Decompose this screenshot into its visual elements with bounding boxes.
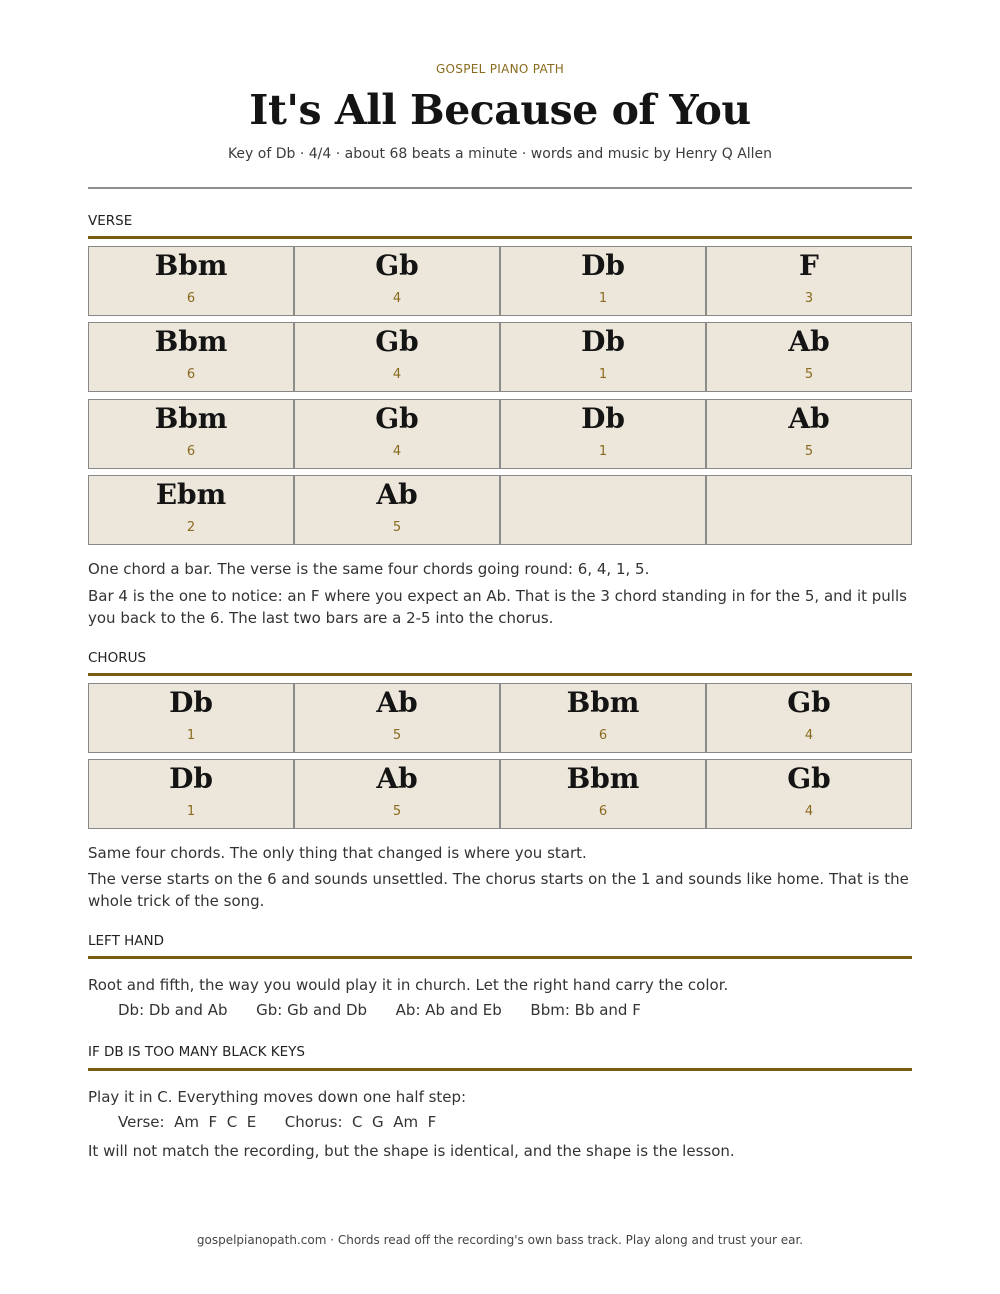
chord-cell <box>295 684 501 752</box>
chord-cell <box>295 323 501 391</box>
song-title: It's All Because of You <box>249 86 751 134</box>
chord-name: Db <box>581 249 625 282</box>
header-divider <box>88 187 912 189</box>
chord-degree: 3 <box>804 291 814 306</box>
chord-cell <box>89 476 295 544</box>
chord-name: Bbm <box>154 325 228 358</box>
chord-degree: 4 <box>392 444 402 459</box>
chord-name: Db <box>581 325 625 358</box>
chord-cell <box>501 476 707 544</box>
verse-divider <box>88 236 912 239</box>
chord-cell <box>501 323 707 391</box>
chord-degree: 5 <box>392 804 402 819</box>
chord-name: Gb <box>787 762 831 795</box>
left-hand-intro: Root and fifth, the way you would play it in church. Let the right hand carry the color. <box>88 976 729 994</box>
chord-degree: 1 <box>598 367 608 382</box>
chorus-note-1: Same four chords. The only thing that changed is where you start. <box>88 844 587 862</box>
chord-degree: 4 <box>392 367 402 382</box>
chord-cell <box>89 760 295 828</box>
chord-cell <box>89 323 295 391</box>
chord-cell <box>501 400 707 468</box>
chord-degree: 4 <box>804 804 814 819</box>
alt-key-chords: Verse: Am F C E Chorus: C G Am F <box>118 1113 437 1131</box>
chord-degree: 4 <box>804 728 814 743</box>
chord-cell <box>295 760 501 828</box>
verse-row <box>88 475 912 545</box>
chord-cell <box>89 684 295 752</box>
chord-cell <box>89 400 295 468</box>
alt-key-outro: It will not match the recording, but the shape is identical, and the shape is the lesson. <box>88 1142 735 1160</box>
chord-cell <box>707 476 911 544</box>
verse-row <box>88 399 912 469</box>
chord-name: Bbm <box>154 402 228 435</box>
chord-name: F <box>799 249 819 282</box>
page-footer: gospelpianopath.com · Chords read off the recording's own bass track. Play along and trust your ear. <box>196 1233 804 1247</box>
verse-row <box>88 246 912 316</box>
chord-cell <box>295 400 501 468</box>
chorus-label: CHORUS <box>88 650 147 666</box>
chord-degree: 6 <box>598 728 608 743</box>
chorus-note-2: The verse starts on the 6 and sounds unsettled. The chorus starts on the 1 and sounds like home. That is the whole trick of the song. <box>88 870 909 910</box>
chorus-row <box>88 759 912 829</box>
chord-name: Db <box>169 762 213 795</box>
chord-degree: 1 <box>598 444 608 459</box>
chord-degree: 6 <box>598 804 608 819</box>
chord-degree: 2 <box>186 520 196 535</box>
chord-degree: 1 <box>598 291 608 306</box>
chord-cell <box>295 476 501 544</box>
chord-cell <box>707 400 911 468</box>
brand-name: GOSPEL PIANO PATH <box>435 62 565 76</box>
chord-degree: 6 <box>186 444 196 459</box>
chord-name: Ab <box>788 402 830 435</box>
chord-cell <box>707 684 911 752</box>
chord-name: Ab <box>788 325 830 358</box>
chord-name: Db <box>169 686 213 719</box>
chord-name: Gb <box>787 686 831 719</box>
chord-cell <box>707 760 911 828</box>
chord-degree: 1 <box>186 728 196 743</box>
left-hand-pairs: Db: Db and Ab Gb: Gb and Db Ab: Ab and Eb Bbm: Bb and F <box>118 1001 641 1019</box>
chord-name: Ab <box>376 686 418 719</box>
verse-label: VERSE <box>88 213 133 229</box>
chord-cell <box>501 760 707 828</box>
chord-degree: 4 <box>392 291 402 306</box>
chord-name: Ab <box>376 478 418 511</box>
chord-degree: 6 <box>186 367 196 382</box>
chord-name: Bbm <box>154 249 228 282</box>
alt-key-label: IF DB IS TOO MANY BLACK KEYS <box>88 1044 305 1060</box>
verse-note-2: Bar 4 is the one to notice: an F where you expect an Ab. That is the 3 chord standing in for the 5, and it pulls you back to the 6. The last two bars are a 2-5 into the chorus. <box>88 587 907 627</box>
chord-name: Db <box>581 402 625 435</box>
chord-name: Ab <box>376 762 418 795</box>
chord-cell <box>707 247 911 315</box>
chord-cell <box>501 247 707 315</box>
chord-name: Gb <box>375 249 419 282</box>
chord-name: Gb <box>375 325 419 358</box>
alt-key-intro: Play it in C. Everything moves down one half step: <box>88 1088 467 1106</box>
verse-row <box>88 322 912 392</box>
chord-degree: 1 <box>186 804 196 819</box>
chord-name: Gb <box>375 402 419 435</box>
chorus-divider <box>88 673 912 676</box>
chord-degree: 6 <box>186 291 196 306</box>
chord-cell <box>501 684 707 752</box>
chord-name: Bbm <box>566 762 640 795</box>
left-hand-divider <box>88 956 912 959</box>
left-hand-label: LEFT HAND <box>88 933 164 949</box>
alt-key-divider <box>88 1068 912 1071</box>
chord-degree: 5 <box>392 728 402 743</box>
song-subtitle: Key of Db · 4/4 · about 68 beats a minute · words and music by Henry Q Allen <box>227 146 773 162</box>
chord-cell <box>295 247 501 315</box>
chord-name: Bbm <box>566 686 640 719</box>
chord-cell <box>707 323 911 391</box>
chord-degree: 5 <box>804 367 814 382</box>
chord-degree: 5 <box>392 520 402 535</box>
verse-note-1: One chord a bar. The verse is the same four chords going round: 6, 4, 1, 5. <box>88 560 650 578</box>
chord-cell <box>89 247 295 315</box>
chord-degree: 5 <box>804 444 814 459</box>
chord-name: Ebm <box>155 478 227 511</box>
chorus-row <box>88 683 912 753</box>
